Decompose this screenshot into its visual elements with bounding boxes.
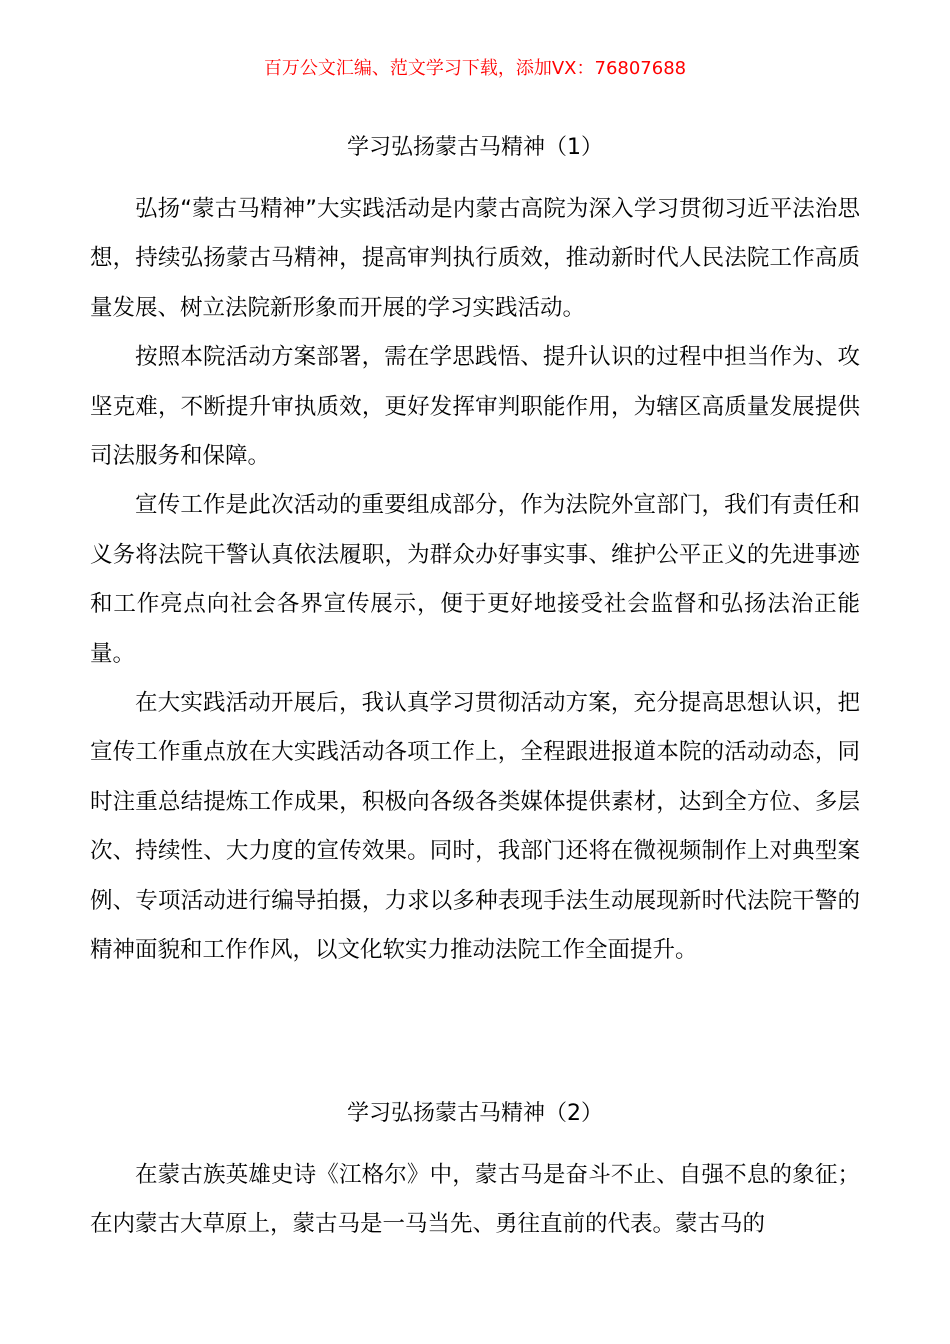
article-title-1: 学习弘扬蒙古马精神（1） bbox=[347, 135, 603, 160]
article-1-paragraph-3: 宣传工作是此次活动的重要组成部分，作为法院外宣部门，我们有责任和义务将法院干警认真依法履职，为群众办好事实事、维护公平正义的先进事迹和工作亮点向社会各界宣传展示，便于更好地接受社会监督和弘扬法治正能量。 bbox=[90, 492, 860, 667]
article-2-paragraph-1: 在蒙古族英雄史诗《江格尔》中，蒙古马是奋斗不止、自强不息的象征；在内蒙古大草原上，蒙古马是一马当先、勇往直前的代表。蒙古马的 bbox=[90, 1162, 860, 1238]
article-section-2 bbox=[90, 1094, 860, 1250]
article-1-paragraph-4: 在大实践活动开展后，我认真学习贯彻活动方案，充分提高思想认识，把宣传工作重点放在大实践活动各项工作上，全程跟进报道本院的活动动态，同时注重总结提炼工作成果，积极向各级各类媒体提供素材，达到全方位、多层次、持续性、大力度的宣传效果。同时，我部门还将在微视频制作上对典型案例、专项活动进行编导拍摄，力求以多种表现手法生动展现新时代法院干警的精神面貌和工作作风，以文化软实力推动法院工作全面提升。 bbox=[90, 690, 860, 964]
article-1-paragraph-1: 弘扬“蒙古马精神”大实践活动是内蒙古高院为深入学习贯彻习近平法治思想，持续弘扬蒙古马精神，提高审判执行质效，推动新时代人民法院工作高质量发展、树立法院新形象而开展的学习实践活动。 bbox=[90, 196, 860, 321]
header-watermark-note: 百万公文汇编、范文学习下载，添加VX：76807688 bbox=[263, 58, 687, 79]
article-title-2: 学习弘扬蒙古马精神（2） bbox=[347, 1101, 603, 1126]
article-1-paragraph-2: 按照本院活动方案部署，需在学思践悟、提升认识的过程中担当作为、攻坚克难，不断提升审执质效，更好发挥审判职能作用，为辖区高质量发展提供司法服务和保障。 bbox=[90, 344, 860, 470]
article-section-1 bbox=[90, 128, 860, 976]
